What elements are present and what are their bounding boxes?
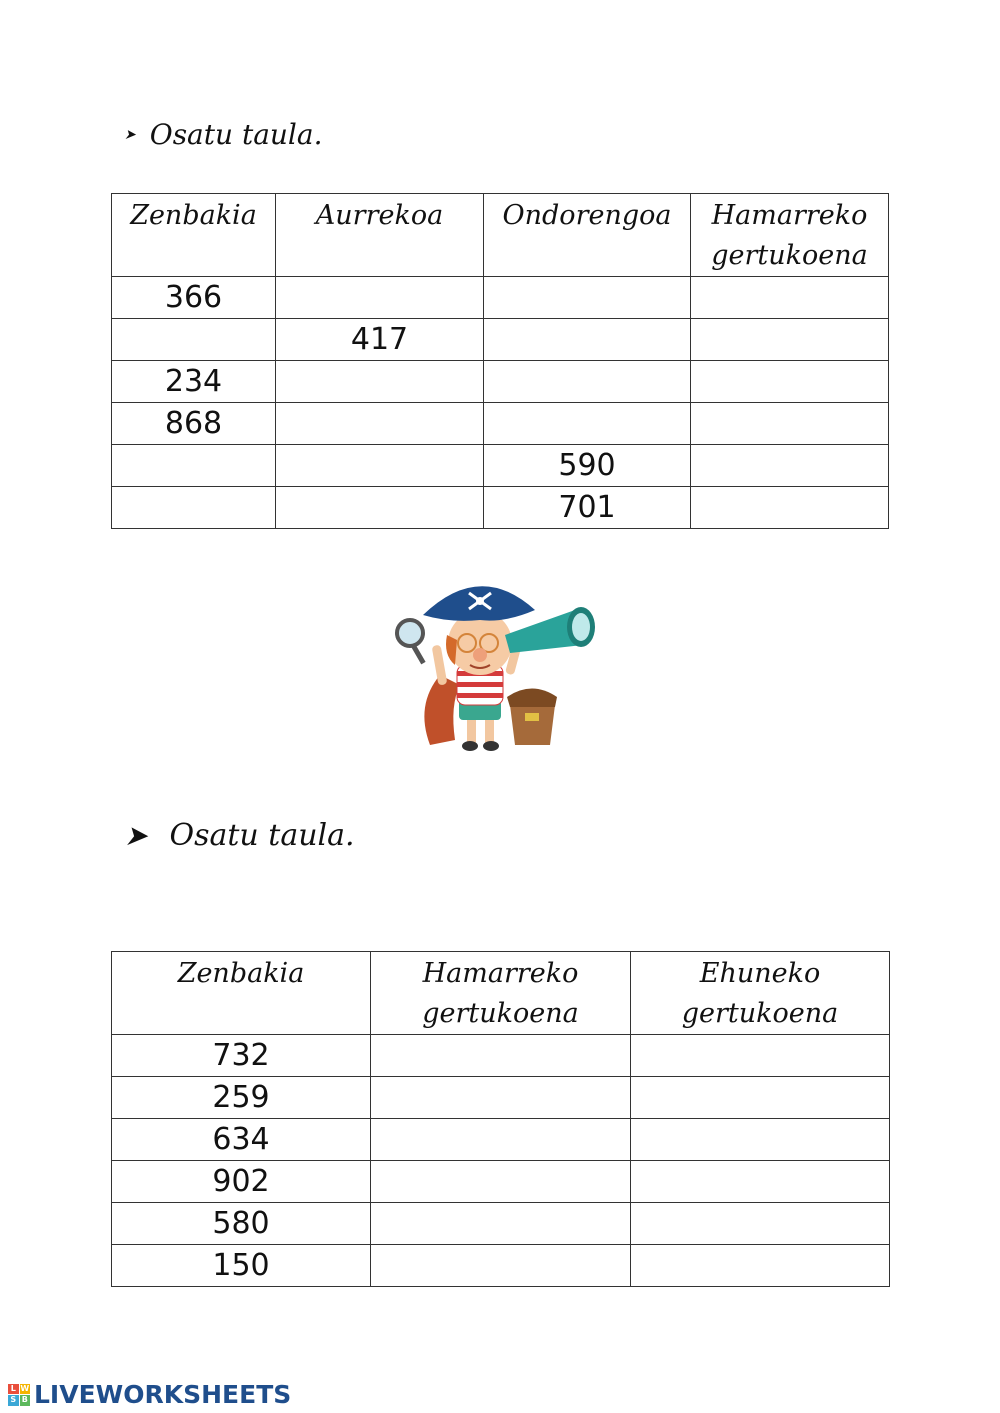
answer-cell[interactable] <box>691 487 889 529</box>
table-header-row <box>112 194 889 277</box>
logo-letter: S <box>8 1395 19 1406</box>
answer-cell[interactable] <box>371 1035 631 1077</box>
column-header: Hamarreko gertukoena <box>691 194 889 277</box>
answer-cell[interactable] <box>371 1161 631 1203</box>
answer-cell[interactable] <box>112 319 276 361</box>
table-row <box>112 361 889 403</box>
logo-mark-icon <box>8 1384 30 1406</box>
table-cell: 868 <box>112 403 276 445</box>
table-row <box>112 277 889 319</box>
answer-cell[interactable] <box>276 361 484 403</box>
table-cell: 732 <box>112 1035 371 1077</box>
table-row <box>112 1161 890 1203</box>
answer-cell[interactable] <box>691 277 889 319</box>
answer-cell[interactable] <box>112 487 276 529</box>
answer-cell[interactable] <box>691 403 889 445</box>
table-cell: 701 <box>484 487 691 529</box>
column-header: Zenbakia <box>112 952 371 1035</box>
logo-text: LIVEWORKSHEETS <box>34 1380 292 1409</box>
table-cell: 259 <box>112 1077 371 1119</box>
answer-cell[interactable] <box>112 445 276 487</box>
table-row <box>112 1077 890 1119</box>
column-header: Ehuneko gertukoena <box>631 952 890 1035</box>
column-header: Hamarreko gertukoena <box>371 952 631 1035</box>
table-row <box>112 1203 890 1245</box>
answer-cell[interactable] <box>371 1203 631 1245</box>
section2-heading <box>124 818 355 853</box>
liveworksheets-logo[interactable] <box>8 1380 291 1409</box>
answer-cell[interactable] <box>276 445 484 487</box>
logo-letter: L <box>8 1384 19 1395</box>
table-cell: 417 <box>276 319 484 361</box>
table-cell: 580 <box>112 1203 371 1245</box>
table-cell: 150 <box>112 1245 371 1287</box>
table-cell: 366 <box>112 277 276 319</box>
column-header: Ondorengoa <box>484 194 691 277</box>
answer-cell[interactable] <box>631 1035 890 1077</box>
answer-cell[interactable] <box>276 487 484 529</box>
section1-heading <box>124 118 322 151</box>
answer-cell[interactable] <box>631 1203 890 1245</box>
table-row <box>112 487 889 529</box>
section2-heading-text: Osatu taula. <box>169 818 355 853</box>
section1-table <box>111 193 889 529</box>
table-row <box>112 319 889 361</box>
table-row <box>112 1119 890 1161</box>
answer-cell[interactable] <box>484 361 691 403</box>
logo-letter: W <box>20 1383 30 1393</box>
table-row <box>112 1245 890 1287</box>
answer-cell[interactable] <box>631 1161 890 1203</box>
answer-cell[interactable] <box>371 1119 631 1161</box>
column-header: Aurrekoa <box>276 194 484 277</box>
logo-letter: B <box>20 1395 31 1406</box>
answer-cell[interactable] <box>691 445 889 487</box>
table-row <box>112 1035 890 1077</box>
table-cell: 590 <box>484 445 691 487</box>
answer-cell[interactable] <box>371 1077 631 1119</box>
table-row <box>112 403 889 445</box>
arrow-bullet-icon: ➤ <box>124 126 136 143</box>
answer-cell[interactable] <box>371 1245 631 1287</box>
answer-cell[interactable] <box>276 277 484 319</box>
answer-cell[interactable] <box>631 1077 890 1119</box>
table-cell: 634 <box>112 1119 371 1161</box>
column-header: Zenbakia <box>112 194 276 277</box>
table-header-row <box>112 952 890 1035</box>
section2-table <box>111 951 890 1287</box>
answer-cell[interactable] <box>484 319 691 361</box>
answer-cell[interactable] <box>631 1245 890 1287</box>
answer-cell[interactable] <box>691 361 889 403</box>
answer-cell[interactable] <box>276 403 484 445</box>
arrow-bullet-icon: ➤ <box>124 819 148 852</box>
table-cell: 902 <box>112 1161 371 1203</box>
table-cell: 234 <box>112 361 276 403</box>
answer-cell[interactable] <box>631 1119 890 1161</box>
answer-cell[interactable] <box>484 403 691 445</box>
section1-heading-text: Osatu taula. <box>149 118 323 151</box>
answer-cell[interactable] <box>691 319 889 361</box>
table-row <box>112 445 889 487</box>
pirate-kid-illustration <box>385 565 610 755</box>
answer-cell[interactable] <box>484 277 691 319</box>
